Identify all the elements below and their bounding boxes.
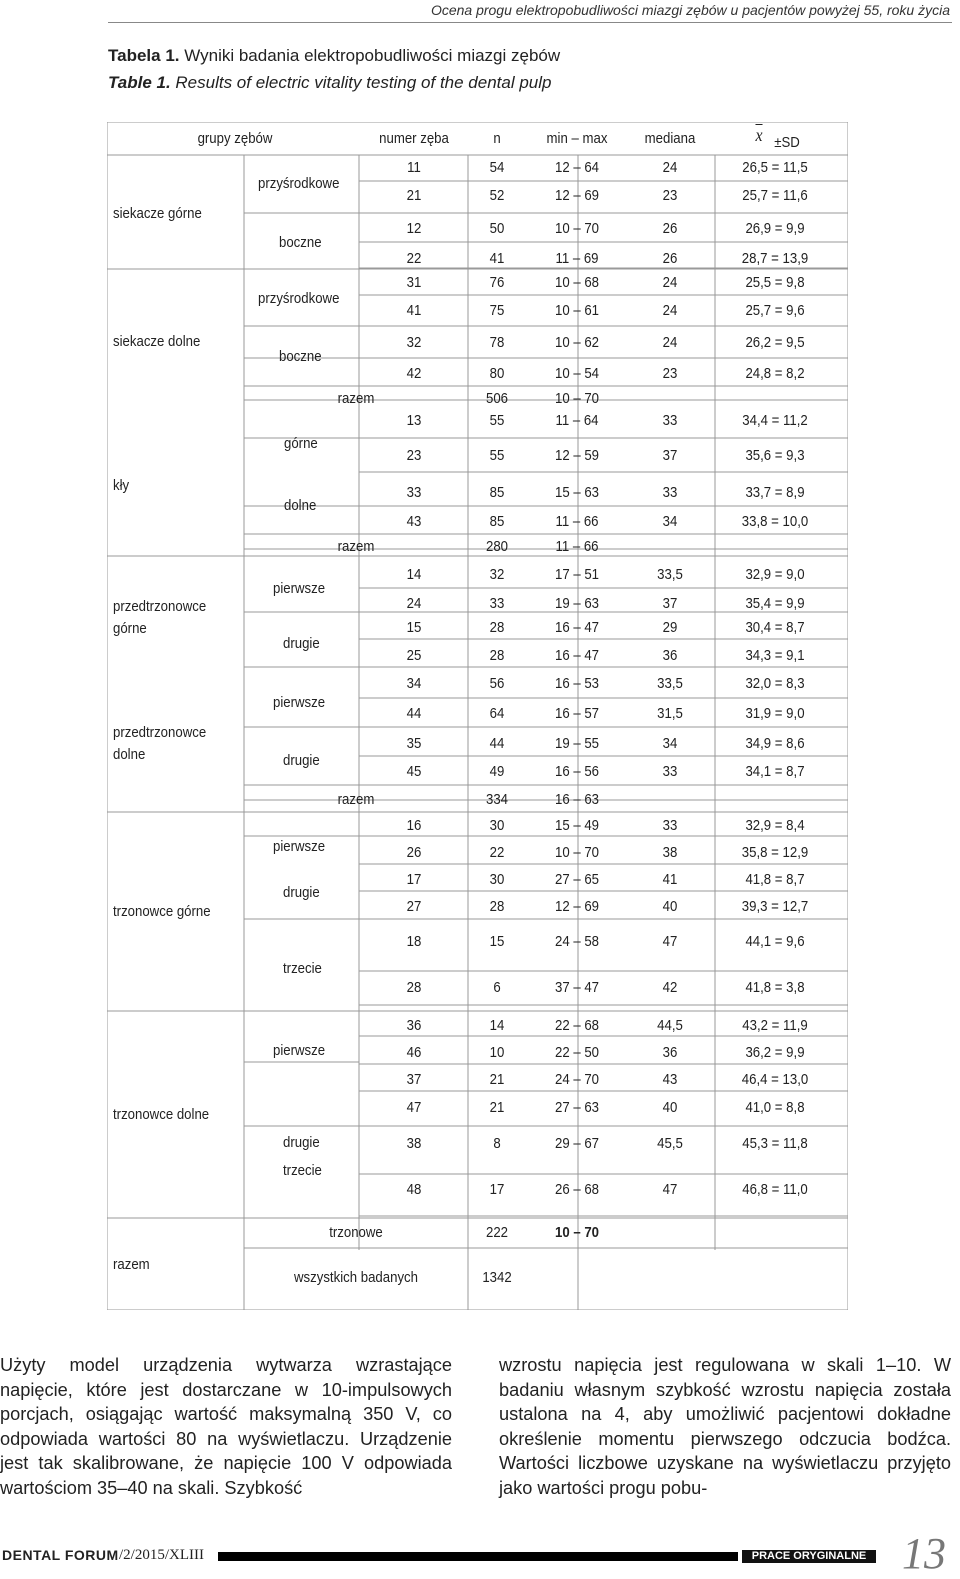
cell-median: 40 <box>662 1099 678 1116</box>
header-tooth-number: numer zęba <box>379 130 449 147</box>
body-column-left <box>0 1353 452 1500</box>
cell-mean-sd: 32,9 = 8,4 <box>745 817 805 834</box>
cell-mean-sd: 31,9 = 9,0 <box>745 705 805 722</box>
cell-min-max: 19 – 55 <box>554 735 600 752</box>
cell-n: 80 <box>489 365 505 382</box>
cell-n: 76 <box>489 274 505 291</box>
cell-tooth-number: 38 <box>406 1135 422 1152</box>
cell-n: 55 <box>489 447 505 464</box>
cell-min-max: 22 – 50 <box>554 1044 600 1061</box>
cell-median: 33,5 <box>657 675 683 692</box>
cell-mean-sd: 46,4 = 13,0 <box>741 1071 809 1088</box>
subgroup-label: pierwsze <box>273 580 326 597</box>
cell-n: 32 <box>489 566 505 583</box>
cell-n: 56 <box>489 675 505 692</box>
cell-mean-sd: 32,0 = 8,3 <box>745 675 805 692</box>
cell-min-max: 24 – 70 <box>554 1071 600 1088</box>
cell-min-max: 10 – 54 <box>554 365 600 382</box>
subgroup-label: przyśrodkowe <box>258 175 340 192</box>
subgroup-label: górne <box>284 435 318 452</box>
cell-mean-sd: 41,8 = 8,7 <box>745 871 805 888</box>
caption-pl-label: Tabela 1. <box>108 46 180 65</box>
body-text-right: wzrostu napięcia jest regulowana w skali 1–10. W badaniu własnym szybkość wzrostu napięcia została ustalona na 4, aby umożliwić pacjentowi dokładne określenie momentu pierwszego odczucia bodźca. Wartości liczbowe uzyskane na wyświetlaczu przyjęto jako wartości progu pobu- <box>499 1355 951 1498</box>
cell-n: 64 <box>489 705 505 722</box>
cell-mean-sd: 34,9 = 8,6 <box>745 735 805 752</box>
cell-tooth-number: 11 <box>407 159 421 176</box>
cell-mean-sd: 26,9 = 9,9 <box>745 220 805 237</box>
subgroup-label: drugie <box>283 635 320 652</box>
cell-mean-sd: 39,3 = 12,7 <box>741 898 809 915</box>
header-sd: ±SD <box>774 134 800 151</box>
caption-pl <box>108 46 560 66</box>
cell-min-max: 11 – 69 <box>555 250 599 267</box>
subgroup-label: trzecie <box>283 960 322 977</box>
cell-mean-sd: 43,2 = 11,9 <box>742 1017 808 1034</box>
page-number: 13 <box>902 1529 946 1578</box>
cell-tooth-number: 35 <box>406 735 422 752</box>
cell-tooth-number: 25 <box>406 647 422 664</box>
cell-median: 33 <box>662 412 678 429</box>
cell-min-max: 22 – 68 <box>554 1017 600 1034</box>
cell-median: 42 <box>662 979 678 996</box>
cell-mean-sd: 35,4 = 9,9 <box>745 595 805 612</box>
cell-median: 26 <box>662 250 678 267</box>
cell-mean-sd: 44,1 = 9,6 <box>745 933 805 950</box>
cell-tooth-number: 28 <box>406 979 422 996</box>
cell-min-max: 17 – 51 <box>554 566 600 583</box>
subgroup-label: boczne <box>279 348 322 365</box>
cell-min-max: 10 – 68 <box>554 274 600 291</box>
cell-median: 24 <box>662 159 678 176</box>
cell-mean-sd: 28,7 = 13,9 <box>741 250 809 267</box>
subgroup-label: boczne <box>279 234 322 251</box>
section-badge: PRACE ORYGINALNE <box>742 1550 876 1563</box>
cell-n: 85 <box>489 513 505 530</box>
subgroup-label: trzecie <box>283 1162 322 1179</box>
cell-median: 34 <box>662 513 678 530</box>
cell-tooth-number: 37 <box>406 1071 422 1088</box>
cell-tooth-number: 26 <box>406 844 422 861</box>
cell-n: 21 <box>489 1071 505 1088</box>
cell-n: 75 <box>489 302 505 319</box>
cell-min-max: 26 – 68 <box>554 1181 600 1198</box>
cell-mean-sd: 33,7 = 8,9 <box>745 484 805 501</box>
group-label: trzonowce górne <box>113 903 211 920</box>
header-mean-symbol: $\overline{x}$ <box>755 125 763 145</box>
cell-tooth-number: 32 <box>406 334 422 351</box>
cell-n: 30 <box>489 871 505 888</box>
cell-median: 45,5 <box>657 1135 683 1152</box>
body-column-right <box>499 1353 951 1500</box>
cell-n: 49 <box>489 763 505 780</box>
journal-logo: DENTAL FORUM <box>2 1547 119 1563</box>
cell-mean-sd: 41,8 = 3,8 <box>745 979 805 996</box>
header-median: mediana <box>644 130 696 147</box>
cell-mean-sd: 45,3 = 11,8 <box>742 1135 808 1152</box>
cell-min-max: 24 – 58 <box>554 933 600 950</box>
cell-min-max: 16 – 47 <box>554 619 600 636</box>
cell-n: 85 <box>489 484 505 501</box>
cell-median: 34 <box>662 735 678 752</box>
cell-mean-sd: 34,4 = 11,2 <box>742 412 808 429</box>
total-all-n: 1342 <box>482 1269 512 1286</box>
table-grid <box>107 122 848 1310</box>
caption-en-label: Table 1. <box>108 73 171 92</box>
cell-tooth-number: 13 <box>406 412 422 429</box>
cell-tooth-number: 34 <box>406 675 422 692</box>
subtotal-label: razem <box>337 538 375 555</box>
cell-min-max: 29 – 67 <box>554 1135 600 1152</box>
cell-mean-sd: 24,8 = 8,2 <box>745 365 805 382</box>
cell-mean-sd: 26,2 = 9,5 <box>745 334 805 351</box>
cell-tooth-number: 41 <box>406 302 422 319</box>
group-label: kły <box>113 477 130 494</box>
cell-tooth-number: 45 <box>406 763 422 780</box>
cell-median: 41 <box>662 871 678 888</box>
cell-tooth-number: 27 <box>406 898 422 915</box>
subgroup-label: drugie <box>283 1134 320 1151</box>
subtotal-min-max: 16 – 63 <box>554 791 600 808</box>
cell-median: 36 <box>662 647 678 664</box>
cell-n: 52 <box>489 187 505 204</box>
subgroup-label: drugie <box>283 752 320 769</box>
cell-min-max: 12 – 64 <box>554 159 600 176</box>
subgroup-label: pierwsze <box>273 694 326 711</box>
caption-pl-text: Wyniki badania elektropobudliwości miazgi zębów <box>179 46 561 65</box>
running-header: Ocena progu elektropobudliwości miazgi zębów u pacjentów powyżej 55, roku życia <box>430 2 950 18</box>
cell-mean-sd: 35,8 = 12,9 <box>741 844 809 861</box>
cell-tooth-number: 18 <box>406 933 422 950</box>
group-label: trzonowce dolne <box>113 1106 210 1123</box>
cell-mean-sd: 33,8 = 10,0 <box>741 513 809 530</box>
cell-median: 37 <box>662 595 678 612</box>
cell-n: 33 <box>489 595 505 612</box>
cell-median: 23 <box>662 365 678 382</box>
cell-n: 28 <box>489 647 505 664</box>
cell-median: 33 <box>662 817 678 834</box>
group-label: siekacze górne <box>113 205 202 222</box>
caption-en <box>108 73 551 93</box>
cell-mean-sd: 34,1 = 8,7 <box>745 763 805 780</box>
cell-mean-sd: 25,7 = 9,6 <box>745 302 805 319</box>
cell-mean-sd: 35,6 = 9,3 <box>745 447 805 464</box>
cell-median: 43 <box>662 1071 678 1088</box>
cell-n: 6 <box>493 979 501 996</box>
cell-median: 31,5 <box>657 705 683 722</box>
cell-n: 41 <box>489 250 505 267</box>
results-table <box>107 122 848 1310</box>
cell-min-max: 10 – 70 <box>554 220 600 237</box>
total-molars-n: 222 <box>485 1224 509 1241</box>
footer-bar <box>218 1552 738 1561</box>
subtotal-n: 280 <box>485 538 509 555</box>
cell-tooth-number: 33 <box>406 484 422 501</box>
cell-min-max: 15 – 49 <box>554 817 600 834</box>
total-molars-label: trzonowe <box>329 1224 383 1241</box>
cell-mean-sd: 41,0 = 8,8 <box>745 1099 805 1116</box>
cell-n: 44 <box>489 735 505 752</box>
cell-tooth-number: 16 <box>406 817 422 834</box>
issue-number: /2/2015/XLIII <box>119 1547 204 1563</box>
subtotal-label: razem <box>337 390 375 407</box>
cell-tooth-number: 14 <box>406 566 422 583</box>
cell-mean-sd: 25,5 = 9,8 <box>745 274 805 291</box>
cell-min-max: 15 – 63 <box>554 484 600 501</box>
subtotal-min-max: 11 – 66 <box>555 538 599 555</box>
cell-tooth-number: 24 <box>406 595 422 612</box>
subgroup-label: dolne <box>284 497 317 514</box>
cell-median: 47 <box>662 1181 678 1198</box>
cell-n: 8 <box>493 1135 501 1152</box>
cell-n: 15 <box>489 933 505 950</box>
cell-median: 36 <box>662 1044 678 1061</box>
cell-n: 28 <box>489 898 505 915</box>
cell-n: 30 <box>489 817 505 834</box>
cell-n: 78 <box>489 334 505 351</box>
cell-tooth-number: 23 <box>406 447 422 464</box>
cell-min-max: 19 – 63 <box>554 595 600 612</box>
cell-mean-sd: 25,7 = 11,6 <box>742 187 808 204</box>
cell-median: 47 <box>662 933 678 950</box>
cell-n: 28 <box>489 619 505 636</box>
cell-tooth-number: 46 <box>406 1044 422 1061</box>
cell-median: 33 <box>662 484 678 501</box>
cell-mean-sd: 34,3 = 9,1 <box>745 647 805 664</box>
cell-tooth-number: 31 <box>406 274 422 291</box>
caption-en-text: Results of electric vitality testing of the dental pulp <box>170 73 552 92</box>
cell-min-max: 12 – 59 <box>554 447 600 464</box>
cell-n: 55 <box>489 412 505 429</box>
cell-mean-sd: 36,2 = 9,9 <box>745 1044 805 1061</box>
cell-median: 38 <box>662 844 678 861</box>
group-label: razem <box>113 1256 150 1273</box>
cell-median: 24 <box>662 302 678 319</box>
cell-median: 23 <box>662 187 678 204</box>
cell-min-max: 12 – 69 <box>554 898 600 915</box>
cell-tooth-number: 43 <box>406 513 422 530</box>
header-groups: grupy zębów <box>197 130 273 147</box>
cell-min-max: 16 – 53 <box>554 675 600 692</box>
cell-mean-sd: 32,9 = 9,0 <box>745 566 805 583</box>
cell-min-max: 16 – 57 <box>554 705 600 722</box>
cell-median: 26 <box>662 220 678 237</box>
total-all-label: wszystkich badanych <box>294 1269 418 1286</box>
subgroup-label: pierwsze <box>273 838 326 855</box>
cell-mean-sd: 46,8 = 11,0 <box>742 1181 808 1198</box>
cell-median: 37 <box>662 447 678 464</box>
cell-median: 29 <box>662 619 678 636</box>
cell-min-max: 10 – 61 <box>554 302 600 319</box>
cell-tooth-number: 47 <box>406 1099 422 1116</box>
header-rule <box>108 22 952 23</box>
cell-n: 54 <box>489 159 505 176</box>
cell-min-max: 27 – 63 <box>554 1099 600 1116</box>
header-min-max: min – max <box>546 130 608 147</box>
subtotal-n: 506 <box>485 390 509 407</box>
cell-tooth-number: 36 <box>406 1017 422 1034</box>
cell-tooth-number: 17 <box>406 871 422 888</box>
cell-min-max: 11 – 64 <box>555 412 599 429</box>
cell-n: 14 <box>489 1017 505 1034</box>
subgroup-label: pierwsze <box>273 1042 326 1059</box>
cell-median: 33,5 <box>657 566 683 583</box>
total-molars-min-max: 10 – 70 <box>554 1224 600 1241</box>
cell-median: 24 <box>662 334 678 351</box>
cell-median: 33 <box>662 763 678 780</box>
body-text-left: Użyty model urządzenia wytwarza wzrastające napięcie, które jest dostarczane w 10-impulsowych porcjach, osiągając wartość maksymalną 350 V, co odpowiada wartości 80 na wyświetlaczu. Urządzenie jest tak skalibrowane, że napięcie 100 V odpowiada wartościom 35–40 na skali. Szybkość <box>0 1355 452 1498</box>
cell-median: 24 <box>662 274 678 291</box>
header-n: n <box>493 130 501 147</box>
cell-median: 40 <box>662 898 678 915</box>
cell-tooth-number: 48 <box>406 1181 422 1198</box>
page-footer <box>0 1529 960 1578</box>
cell-mean-sd: 26,5 = 11,5 <box>742 159 808 176</box>
cell-min-max: 12 – 69 <box>554 187 600 204</box>
cell-min-max: 11 – 66 <box>555 513 599 530</box>
cell-n: 10 <box>489 1044 505 1061</box>
cell-tooth-number: 12 <box>406 220 422 237</box>
cell-n: 21 <box>489 1099 505 1116</box>
cell-min-max: 16 – 56 <box>554 763 600 780</box>
cell-n: 50 <box>489 220 505 237</box>
subtotal-min-max: 10 – 70 <box>554 390 600 407</box>
cell-tooth-number: 44 <box>406 705 422 722</box>
cell-tooth-number: 22 <box>406 250 422 267</box>
cell-min-max: 10 – 62 <box>554 334 600 351</box>
cell-min-max: 16 – 47 <box>554 647 600 664</box>
cell-tooth-number: 42 <box>406 365 422 382</box>
cell-min-max: 10 – 70 <box>554 844 600 861</box>
subgroup-label: drugie <box>283 884 320 901</box>
subtotal-n: 334 <box>485 791 509 808</box>
subtotal-label: razem <box>337 791 375 808</box>
group-label: przedtrzonowce dolne <box>113 724 207 763</box>
cell-median: 44,5 <box>657 1017 683 1034</box>
cell-tooth-number: 15 <box>406 619 422 636</box>
cell-n: 22 <box>489 844 505 861</box>
cell-min-max: 27 – 65 <box>554 871 600 888</box>
group-label: przedtrzonowce górne <box>113 598 207 637</box>
cell-tooth-number: 21 <box>406 187 422 204</box>
cell-mean-sd: 30,4 = 8,7 <box>745 619 805 636</box>
group-label: siekacze dolne <box>113 333 201 350</box>
cell-n: 17 <box>489 1181 505 1198</box>
cell-min-max: 37 – 47 <box>554 979 600 996</box>
subgroup-label: przyśrodkowe <box>258 290 340 307</box>
